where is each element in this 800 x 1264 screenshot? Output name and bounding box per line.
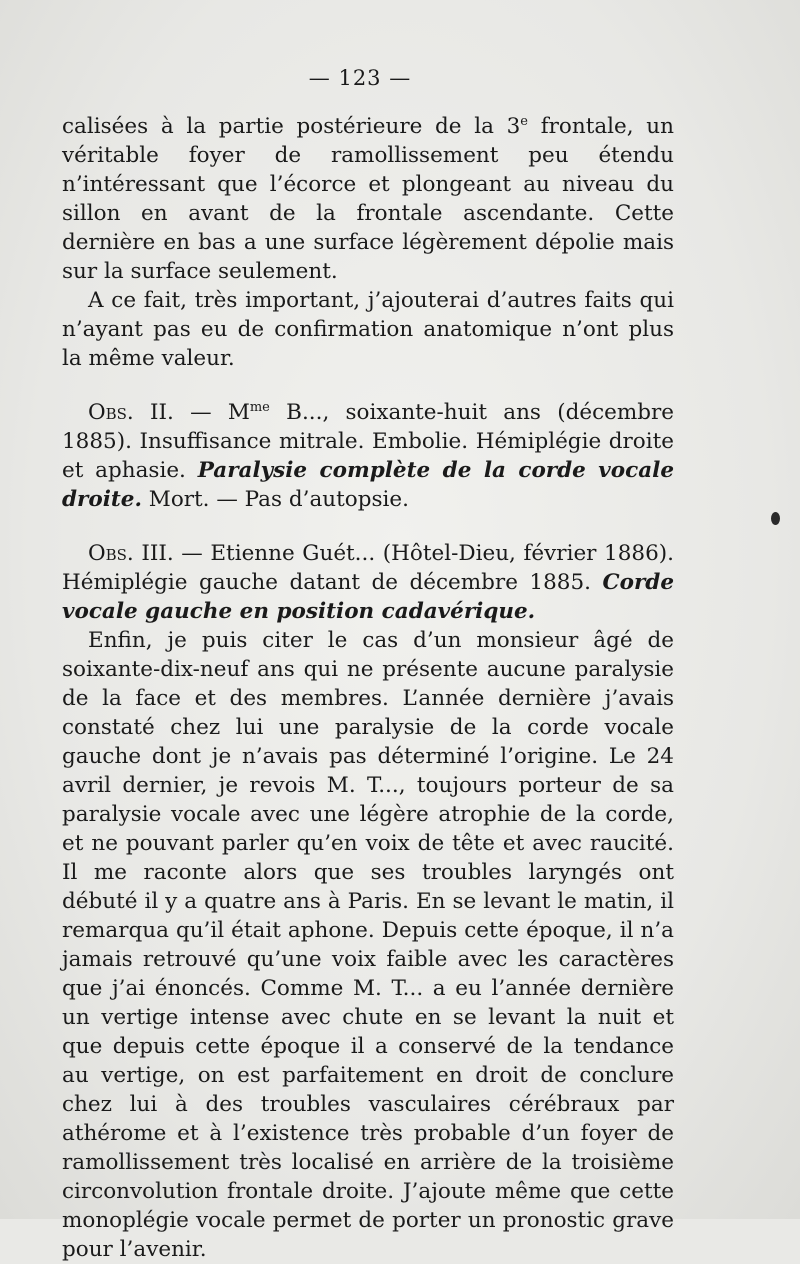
- observation-2-text-c: Mort. — Pas d’autopsie.: [141, 487, 409, 512]
- paragraph-1-text: calisées à la partie postérieure de la 3: [62, 114, 521, 139]
- paragraph-case-report: Enfin, je puis citer le cas d’un monsieur âgé de soixante-dix-neuf ans qui ne présente aucune paralysie de la face et des membres. L’année dernière j’avais constaté chez lui une paralysie de la corde vocale gauche dont je n’avais pas déterminé l’origine. Le 24 avril dernier, je revois M. T..., toujours porteur de sa paralysie vocale avec une légère atrophie de la corde, et ne pouvant parler qu’en voix de tête et avec raucité. Il me raconte alors que ses troubles laryngés ont débuté il y a quatre ans à Paris. En se levant le matin, il remarqua qu’il était aphone. Depuis cette époque, il n’a jamais retrouvé qu’une voix faible avec les caractères que j’ai énoncés. Comme M. T... a eu l’année dernière un vertige intense avec chute en se levant la nuit et que depuis cette époque il a conservé de la tendance au vertige, on est parfaitement en droit de conclure chez lui à des troubles vasculaires cérébraux par athérome et à l’existence très probable d’un foyer de ramollissement très localisé en arrière de la troisième circonvolution frontale droite. J’ajoute même que cette monoplégie vocale permet de porter un pronostic grave pour l’avenir.: [62, 628, 674, 1262]
- paragraph-continuation: [62, 112, 674, 286]
- paragraph-2: A ce fait, très important, j’ajouterai d’autres faits qui n’ayant pas eu de confirmation anatomique n’ont plus la même valeur.: [62, 288, 674, 371]
- observation-2: [62, 398, 674, 514]
- ordinal-superscript: e: [520, 114, 528, 129]
- observation-3-text: — Etienne Guét... (Hôtel-Dieu, février 1886). Hémiplégie gauche datant de décembre 1885.: [62, 541, 674, 595]
- title-superscript: me: [249, 400, 270, 415]
- body-text: [62, 112, 674, 1264]
- observation-2-label: Obs. II.: [88, 400, 174, 425]
- ink-speck: [771, 512, 780, 525]
- observation-3: [62, 539, 674, 626]
- observation-3-label: Obs. III.: [88, 541, 174, 566]
- observation-2-italic: Paralysie complète de la corde vocale droite.: [62, 458, 674, 512]
- observation-3-italic: Corde vocale gauche en position cadavérique.: [62, 570, 674, 624]
- page-number: — 123 —: [308, 66, 412, 90]
- observation-2-text-a: — M: [173, 400, 250, 425]
- paragraph-1-rest: frontale, un véritable foyer de ramollissement peu étendu n’intéressant que l’écorce et plongeant au niveau du sillon en avant de la frontale ascendante. Cette dernière en bas a une surface légèrement dépolie mais sur la surface seulement.: [62, 114, 674, 284]
- observation-2-text-b: B..., soixante-huit ans (décembre 1885). Insuffisance mitrale. Embolie. Hémiplégie droite et aphasie.: [62, 400, 674, 483]
